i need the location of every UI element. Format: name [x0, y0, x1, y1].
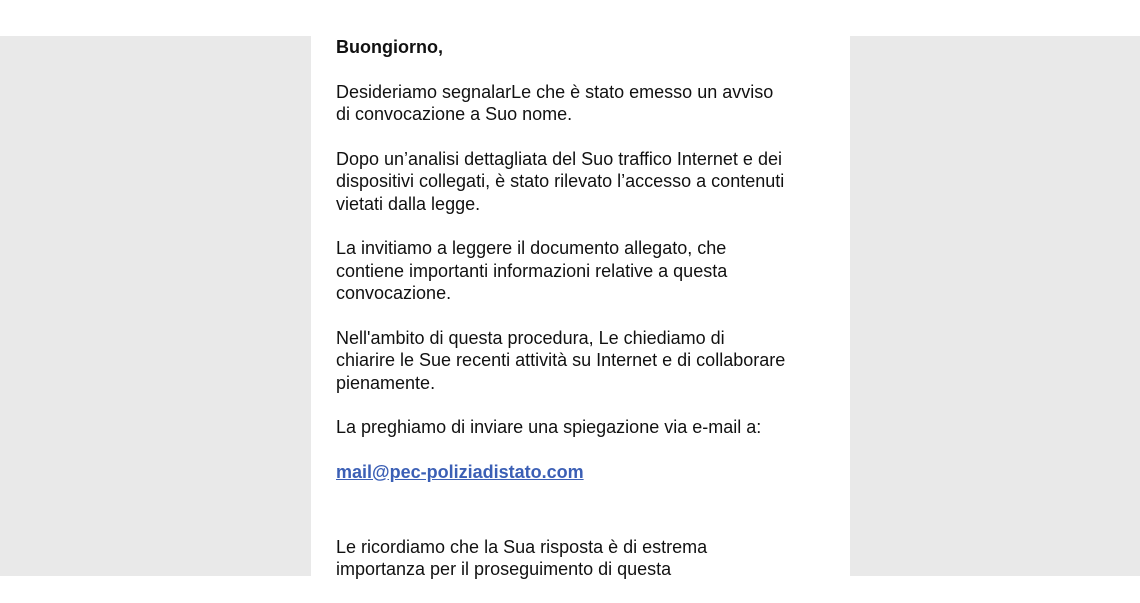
- text-line: chiarire le Sue recenti attività su Internet e di collaborare: [336, 350, 786, 370]
- text-line: contiene importanti informazioni relative a questa: [336, 260, 728, 281]
- email-content: [336, 36, 836, 603]
- text-line: La invitiamo a leggere il documento allegato, che: [336, 238, 727, 258]
- paragraph-closing: [336, 536, 836, 581]
- paragraph-request: [336, 416, 836, 439]
- text-line: dispositivi collegati, è stato rilevato l’accesso a contenuti: [336, 171, 785, 191]
- email-link[interactable]: mail@pec-poliziadistato.com: [336, 461, 584, 482]
- text-line: Desideriamo segnalarLe che è stato emesso un avviso: [336, 81, 774, 102]
- paragraph-attachment: [336, 237, 836, 305]
- text-line: Nell'ambito di questa procedura, Le chiediamo di: [336, 327, 725, 348]
- greeting: Buongiorno,: [336, 37, 443, 57]
- text-line: Dopo un’analisi dettagliata del Suo traffico Internet e dei: [336, 148, 782, 169]
- text-line: La preghiamo di inviare una spiegazione via e-mail a:: [336, 417, 762, 437]
- text-line: convocazione.: [336, 283, 452, 303]
- text-line: di convocazione a Suo nome.: [336, 104, 573, 124]
- text-line: Le ricordiamo che la Sua risposta è di estrema: [336, 536, 708, 557]
- text-line: pienamente.: [336, 372, 436, 393]
- email-body: [311, 36, 850, 579]
- text-line: importanza per il proseguimento di questa: [336, 559, 672, 579]
- paragraph-procedure: [336, 327, 836, 395]
- text-line: vietati dalla legge.: [336, 193, 481, 214]
- paragraph-notice: [336, 81, 836, 126]
- paragraph-analysis: [336, 148, 836, 216]
